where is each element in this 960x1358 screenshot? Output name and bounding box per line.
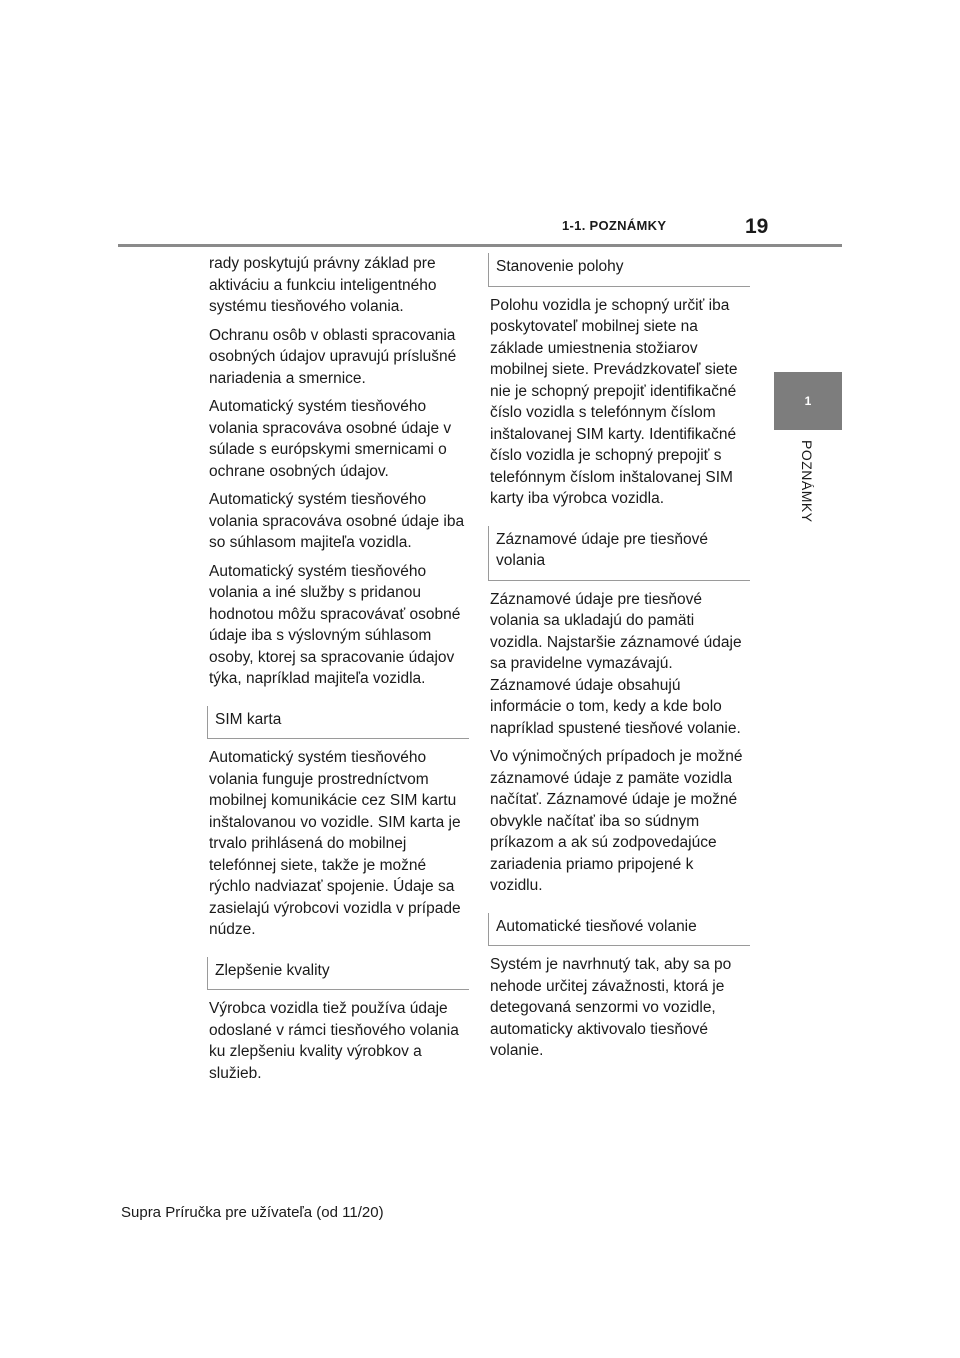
paragraph: Automatický systém tiesňového volania spracováva osobné údaje iba so súhlasom majiteľa vozidla. [209,491,465,551]
paragraph: Automatický systém tiesňového volania a iné služby s pridanou hodnotou môžu spracovávať osobné údaje iba s výslovným súhlasom osoby, ktorej sa spracovanie údajov týka, napríklad majiteľa vozidla. [209,562,461,687]
paragraph: Systém je navrhnutý tak, aby sa po nehode určitej závažnosti, ktorá je detegovaná senzormi vo vozidle, automaticky aktivovalo tiesňové volanie. [490,956,732,1059]
footer-manual-title: Supra Príručka pre užívateľa (od 11/20) [121,1204,384,1221]
paragraph: Polohu vozidla je schopný určiť iba poskytovateľ mobilnej siete na základe umiestnenia stožiarov mobilnej siete. Prevádzkovateľ siete nie je schopný prepojiť identifikačné číslo vozidla s telefónnym číslom inštalovanej SIM karty. Identifikačné číslo vozidla je schopný prepojiť s telefónnym číslom inštalovanej SIM karty iba výrobca vozidla. [490,296,738,507]
paragraph: Automatický systém tiesňového volania funguje prostredníctvom mobilnej komunikácie cez SIM kartu inštalovanou vo vozidle. SIM karta je trvalo prihlásená do mobilnej telefónnej siete, takže je možné rýchlo nadviazať spojenie. Údaje sa zasielajú výrobcovi vozidla v prípade núdze. [209,749,461,938]
paragraph: Výrobca vozidla tiež používa údaje odoslané v rámci tiesňového volania ku zlepšeniu kvality výrobkov a služieb. [209,1000,459,1082]
paragraph: Vo výnimočných prípadoch je možné záznamové údaje z pamäte vozidla načítať. Záznamové údaje je možné obvykle načítať iba so súdnym príkazom a ak sú zodpovedajúce zariadenia priamo pripojené k vozidlu. [490,748,743,894]
subheading-location: Stanovenie polohy [488,253,750,287]
subheading-quality: Zlepšenie kvality [207,957,469,991]
subheading-sim-card: SIM karta [207,706,469,740]
subheading-records: Záznamové údaje pre tiesňové volania [488,526,750,581]
paragraph: Automatický systém tiesňového volania spracováva osobné údaje v súlade s európskymi smernicami o ochrane osobných údajov. [209,398,452,480]
chapter-tab[interactable] [774,372,842,430]
subheading-auto-emergency: Automatické tiesňové volanie [488,913,750,947]
paragraph: rady poskytujú právny základ pre aktiváciu a funkciu inteligentného systému tiesňového volania. [209,255,437,315]
left-column [209,253,469,1091]
chapter-tab-number: 1 [804,394,812,408]
paragraph: Záznamové údaje pre tiesňové volania sa ukladajú do pamäti vozidla. Najstaršie záznamové údaje sa pravidelne vymazávajú. Záznamové údaje obsahujú informácie o tom, kedy a kde bolo napríklad spustené tiesňové volanie. [490,590,742,737]
paragraph: Ochranu osôb v oblasti spracovania osobných údajov upravujú príslušné nariadenia a smernice. [209,326,457,387]
right-column [490,253,750,1069]
page-number: 19 [745,215,769,238]
chapter-tab-label: POZNÁMKY [799,440,815,523]
section-title: 1-1. POZNÁMKY [562,218,667,233]
header-divider [118,244,842,247]
